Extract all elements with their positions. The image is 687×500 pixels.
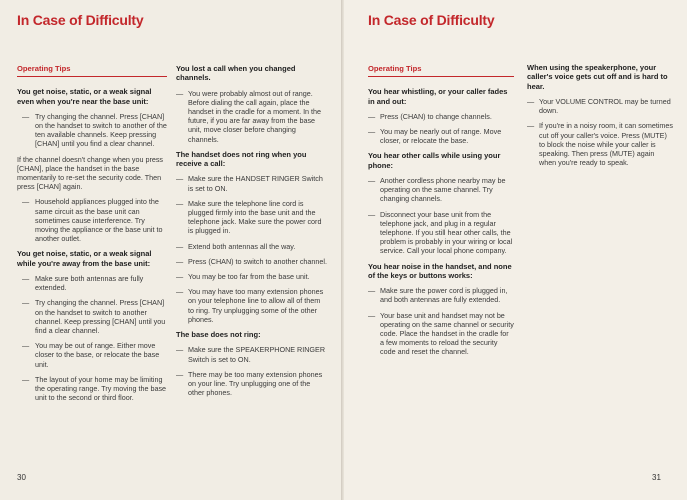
tip-item: — If you're in a noisy room, it can sometimes cut off your caller's voice. Press (MUTE) to block the noise while your caller is speaking. Then press (MUTE) again when you're ready to speak. bbox=[527, 121, 673, 167]
tip-item: — You may be nearly out of range. Move closer, or relocate the base. bbox=[368, 127, 514, 145]
left-column-1 bbox=[17, 64, 167, 408]
tip-item: — Make sure the HANDSET RINGER Switch is set to ON. bbox=[176, 174, 328, 192]
tip-item: — You were probably almost out of range. Before dialing the call again, place the handset in the cradle for a moment. In the future, if you are far away from the base unit, move closer before changing channels. bbox=[176, 89, 328, 144]
problem-heading: The base does not ring: bbox=[176, 330, 261, 340]
tip-item: — Press (CHAN) to switch to another channel. bbox=[176, 257, 328, 266]
tip-item: — Try changing the channel. Press [CHAN] on the handset to switch to another of the ten available channels. Keep pressing [CHAN] until you find a clear channel. bbox=[17, 112, 167, 149]
right-column-2 bbox=[527, 63, 673, 173]
tip-item: — Make sure both antennas are fully extended. bbox=[17, 274, 167, 292]
tip-item: — Another cordless phone nearby may be operating on the same channel. Try changing channels. bbox=[368, 176, 514, 204]
problem-heading: You lost a call when you changed channels. bbox=[176, 64, 296, 83]
problem-heading: The handset does not ring when you receive a call: bbox=[176, 149, 307, 169]
right-page bbox=[344, 0, 687, 500]
problem-heading: You get noise, static, or a weak signal even when you're near the base unit: bbox=[17, 87, 152, 106]
tip-item: — The layout of your home may be limiting the operating range. Try moving the base unit to the second or third floor. bbox=[17, 375, 167, 403]
tip-item: — Make sure the telephone line cord is plugged firmly into the base unit and the telephone jack. Make sure the power cord is plugged in. bbox=[176, 199, 328, 236]
page-title: In Case of Difficulty bbox=[368, 12, 495, 28]
tip-item: — Make sure the power cord is plugged in, and both antennas are fully extended. bbox=[368, 286, 514, 304]
tip-item: — You may be out of range. Either move closer to the base, or relocate the base unit. bbox=[17, 341, 167, 369]
section-label: Operating Tips bbox=[17, 64, 167, 77]
left-page bbox=[0, 0, 343, 500]
tip-item: — There may be too many extension phones on your line. Try unplugging one of the other phones. bbox=[176, 370, 328, 398]
tip-item: — You may be too far from the base unit. bbox=[176, 272, 328, 281]
right-column-1 bbox=[368, 64, 514, 363]
tip-item: — Household appliances plugged into the same circuit as the base unit can sometimes cause interference. Try moving the appliance or the base unit to another outlet. bbox=[17, 197, 167, 243]
tip-item: — Disconnect your base unit from the telephone jack, and plug in a regular telephone. If you still hear other calls, the problem is probably in your wiring or local service. Call your local phone company. bbox=[368, 210, 514, 256]
problem-heading: You hear whistling, or your caller fades in and out: bbox=[368, 87, 508, 106]
left-column-2 bbox=[176, 64, 328, 403]
page-number: 30 bbox=[17, 473, 26, 482]
tip-item: — Press (CHAN) to change channels. bbox=[368, 112, 514, 121]
tip-item: — Make sure the SPEAKERPHONE RINGER Switch is set to ON. bbox=[176, 345, 328, 363]
problem-heading: You get noise, static, or a weak signal while you're away from the base unit: bbox=[17, 249, 152, 268]
tip-paragraph: If the channel doesn't change when you press [CHAN], place the handset in the base momentarily to re-set the security code. Then press [CHAN] again. bbox=[17, 154, 164, 192]
page-title: In Case of Difficulty bbox=[17, 12, 144, 28]
tip-item: — Try changing the channel. Press [CHAN] on the handset to switch to another channel. Keep pressing [CHAN] until you find a clear channel. bbox=[17, 298, 167, 335]
tip-item: — Your base unit and handset may not be operating on the same channel or security code. Place the handset in the cradle for a few moments to reload the security code and reset the channel. bbox=[368, 311, 514, 357]
problem-heading: You hear noise in the handset, and none of the keys or buttons works: bbox=[368, 261, 512, 280]
tip-item: — Your VOLUME CONTROL may be turned down. bbox=[527, 97, 673, 115]
tip-item: — You may have too many extension phones on your telephone line to allow all of them to ring. Try unplugging some of the other phones. bbox=[176, 287, 328, 324]
tip-item: — Extend both antennas all the way. bbox=[176, 242, 328, 251]
section-label: Operating Tips bbox=[368, 64, 514, 77]
problem-heading: When using the speakerphone, your caller's voice gets cut off and is hard to hear. bbox=[527, 63, 668, 91]
problem-heading: You hear other calls while using your phone: bbox=[368, 151, 501, 170]
page-number: 31 bbox=[652, 473, 661, 482]
